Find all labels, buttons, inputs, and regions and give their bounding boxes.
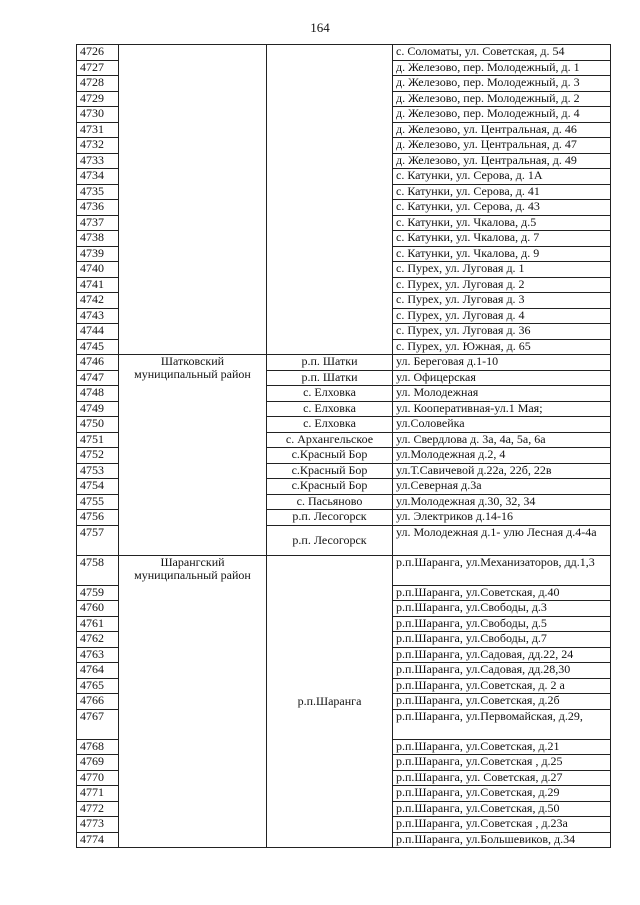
address-cell: ул. Кооперативная-ул.1 Мая; <box>393 401 611 417</box>
address-cell: ул. Молодежная <box>393 386 611 402</box>
address-cell: д. Железово, ул. Центральная, д. 49 <box>393 153 611 169</box>
row-number: 4737 <box>77 215 119 231</box>
row-number: 4757 <box>77 525 119 555</box>
row-number: 4749 <box>77 401 119 417</box>
address-cell: ул. Электриков д.14-16 <box>393 510 611 526</box>
row-number: 4733 <box>77 153 119 169</box>
address-cell: р.п.Шаранга, ул.Советская, д.29 <box>393 786 611 802</box>
address-cell: с. Катунки, ул. Чкалова, д.5 <box>393 215 611 231</box>
address-cell: с. Пурех, ул. Луговая д. 3 <box>393 293 611 309</box>
address-cell: с. Пурех, ул. Луговая д. 4 <box>393 308 611 324</box>
district-cell <box>119 45 267 355</box>
row-number: 4735 <box>77 184 119 200</box>
row-number: 4756 <box>77 510 119 526</box>
row-number: 4772 <box>77 801 119 817</box>
locality-cell: с.Красный Бор <box>267 463 393 479</box>
row-number: 4745 <box>77 339 119 355</box>
locality-cell: с.Красный Бор <box>267 479 393 495</box>
address-cell: д. Железово, ул. Центральная, д. 46 <box>393 122 611 138</box>
locality-cell: с. Елховка <box>267 417 393 433</box>
row-number: 4736 <box>77 200 119 216</box>
row-number: 4751 <box>77 432 119 448</box>
row-number: 4729 <box>77 91 119 107</box>
locality-cell: с.Красный Бор <box>267 448 393 464</box>
row-number: 4767 <box>77 709 119 739</box>
row-number: 4760 <box>77 601 119 617</box>
address-cell: р.п.Шаранга, ул.Садовая, дд.28,30 <box>393 663 611 679</box>
row-number: 4753 <box>77 463 119 479</box>
district-cell: Шатковский муниципальный район <box>119 355 267 556</box>
address-cell: р.п.Шаранга, ул.Свободы, д.5 <box>393 616 611 632</box>
row-number: 4739 <box>77 246 119 262</box>
locality-cell: р.п. Шатки <box>267 370 393 386</box>
address-cell: р.п.Шаранга, ул. Советская, д.27 <box>393 770 611 786</box>
row-number: 4769 <box>77 755 119 771</box>
row-number: 4746 <box>77 355 119 371</box>
address-cell: р.п.Шаранга, ул.Советская, д.40 <box>393 585 611 601</box>
row-number: 4740 <box>77 262 119 278</box>
row-number: 4750 <box>77 417 119 433</box>
row-number: 4752 <box>77 448 119 464</box>
locality-cell: р.п. Шатки <box>267 355 393 371</box>
district-cell: Шарангский муниципальный район <box>119 555 267 848</box>
row-number: 4761 <box>77 616 119 632</box>
row-number: 4774 <box>77 832 119 848</box>
address-cell: р.п.Шаранга, ул.Советская, д. 2 а <box>393 678 611 694</box>
table-row <box>77 355 611 371</box>
row-number: 4765 <box>77 678 119 694</box>
address-cell: с. Пурех, ул. Луговая д. 2 <box>393 277 611 293</box>
address-cell: с. Катунки, ул. Серова, д. 41 <box>393 184 611 200</box>
address-cell: д. Железово, пер. Молодежный, д. 3 <box>393 76 611 92</box>
row-number: 4771 <box>77 786 119 802</box>
page-number: 164 <box>310 20 330 35</box>
row-number: 4727 <box>77 60 119 76</box>
address-cell: с. Пурех, ул. Луговая д. 36 <box>393 324 611 340</box>
address-cell: р.п.Шаранга, ул.Садовая, дд.22, 24 <box>393 647 611 663</box>
row-number: 4738 <box>77 231 119 247</box>
address-cell: с. Катунки, ул. Серова, д. 43 <box>393 200 611 216</box>
address-cell: ул.Молодежная д.30, 32, 34 <box>393 494 611 510</box>
address-cell: ул. Молодежная д.1- улю Лесная д.4-4а <box>393 525 611 555</box>
address-cell: р.п.Шаранга, ул.Советская, д.2б <box>393 694 611 710</box>
locality-cell: с. Пасьяново <box>267 494 393 510</box>
address-cell: с. Соломаты, ул. Советская, д. 54 <box>393 45 611 61</box>
row-number: 4744 <box>77 324 119 340</box>
row-number: 4748 <box>77 386 119 402</box>
row-number: 4730 <box>77 107 119 123</box>
row-number: 4726 <box>77 45 119 61</box>
row-number: 4759 <box>77 585 119 601</box>
address-cell: ул. Свердлова д. 3а, 4а, 5а, 6а <box>393 432 611 448</box>
row-number: 4741 <box>77 277 119 293</box>
address-cell: д. Железово, пер. Молодежный, д. 2 <box>393 91 611 107</box>
row-number: 4773 <box>77 817 119 833</box>
row-number: 4743 <box>77 308 119 324</box>
address-cell: ул.Соловейка <box>393 417 611 433</box>
address-cell: д. Железово, ул. Центральная, д. 47 <box>393 138 611 154</box>
table-row <box>77 45 611 61</box>
address-cell: ул.Молодежная д.2, 4 <box>393 448 611 464</box>
row-number: 4762 <box>77 632 119 648</box>
address-table-body <box>77 45 611 848</box>
address-cell: с. Катунки, ул. Серова, д. 1А <box>393 169 611 185</box>
address-cell: р.п.Шаранга, ул.Механизаторов, дд.1,3 <box>393 555 611 585</box>
row-number: 4755 <box>77 494 119 510</box>
address-cell: с. Пурех, ул. Южная, д. 65 <box>393 339 611 355</box>
address-cell: ул. Офицерская <box>393 370 611 386</box>
row-number: 4770 <box>77 770 119 786</box>
row-number: 4742 <box>77 293 119 309</box>
locality-cell: р.п. Лесогорск <box>267 510 393 526</box>
address-cell: д. Железово, пер. Молодежный, д. 4 <box>393 107 611 123</box>
address-cell: р.п.Шаранга, ул.Советская, д.50 <box>393 801 611 817</box>
address-cell: ул. Береговая д.1-10 <box>393 355 611 371</box>
row-number: 4758 <box>77 555 119 585</box>
locality-cell <box>267 45 393 355</box>
address-cell: ул.Северная д.3а <box>393 479 611 495</box>
row-number: 4734 <box>77 169 119 185</box>
row-number: 4763 <box>77 647 119 663</box>
locality-cell: р.п.Шаранга <box>267 555 393 848</box>
address-cell: р.п.Шаранга, ул.Первомайская, д.29, <box>393 709 611 739</box>
address-table <box>76 44 611 848</box>
address-cell: с. Катунки, ул. Чкалова, д. 9 <box>393 246 611 262</box>
row-number: 4754 <box>77 479 119 495</box>
table-row <box>77 555 611 585</box>
address-cell: с. Пурех, ул. Луговая д. 1 <box>393 262 611 278</box>
row-number: 4766 <box>77 694 119 710</box>
locality-cell: с. Архангельское <box>267 432 393 448</box>
address-cell: д. Железово, пер. Молодежный, д. 1 <box>393 60 611 76</box>
row-number: 4747 <box>77 370 119 386</box>
address-cell: р.п.Шаранга, ул.Советская , д.23а <box>393 817 611 833</box>
row-number: 4768 <box>77 739 119 755</box>
address-cell: р.п.Шаранга, ул.Советская , д.25 <box>393 755 611 771</box>
row-number: 4732 <box>77 138 119 154</box>
address-cell: с. Катунки, ул. Чкалова, д. 7 <box>393 231 611 247</box>
address-cell: р.п.Шаранга, ул.Свободы, д.3 <box>393 601 611 617</box>
address-cell: р.п.Шаранга, ул.Большевиков, д.34 <box>393 832 611 848</box>
locality-cell: с. Елховка <box>267 386 393 402</box>
row-number: 4728 <box>77 76 119 92</box>
address-cell: ул.Т.Савичевой д.22а, 22б, 22в <box>393 463 611 479</box>
row-number: 4731 <box>77 122 119 138</box>
address-cell: р.п.Шаранга, ул.Советская, д.21 <box>393 739 611 755</box>
locality-cell: с. Елховка <box>267 401 393 417</box>
address-cell: р.п.Шаранга, ул.Свободы, д.7 <box>393 632 611 648</box>
locality-cell: р.п. Лесогорск <box>267 525 393 555</box>
row-number: 4764 <box>77 663 119 679</box>
